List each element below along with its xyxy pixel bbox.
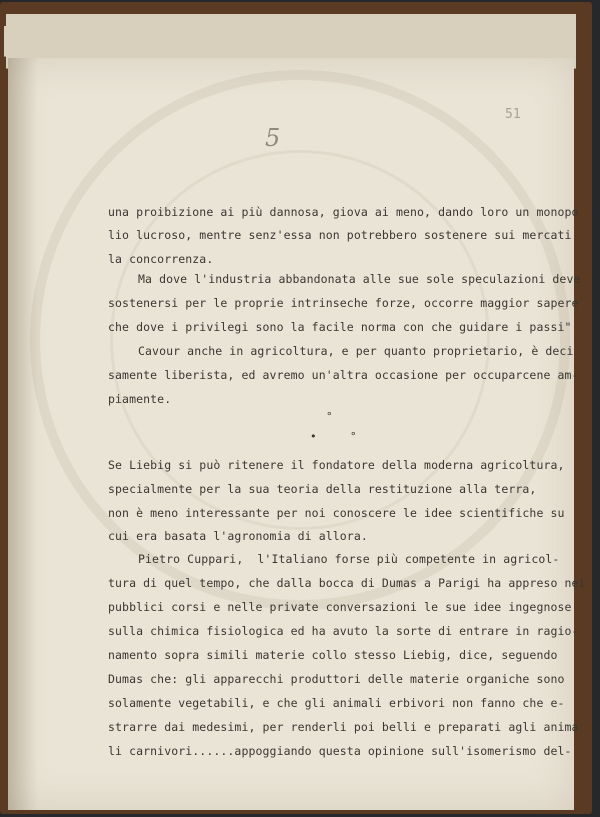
text-line: strarre dai medesimi, per renderli poi belli e preparati agli anima <box>108 720 579 734</box>
text-line: che dove i privilegi sono la facile norma con che guidare i passi" <box>108 320 572 334</box>
text-line: sostenersi per le proprie intrinseche forze, occorre maggior sapere <box>108 296 579 310</box>
text-line: piamente. <box>108 392 172 406</box>
page-number: 51 <box>505 107 521 122</box>
handwritten-number: 5 <box>265 124 281 152</box>
text-line: specialmente per la sua teoria della restituzione alla terra, <box>108 482 537 496</box>
text-line: solamente vegetabili, e che gli animali erbivori non fanno che e- <box>108 696 565 710</box>
text-line: Dumas che: gli apparecchi produttori delle materie organiche sono <box>108 672 565 686</box>
text-line: Pietro Cuppari, l'Italiano forse più competente in agricol- <box>138 552 560 566</box>
text-line: samente liberista, ed avremo un'altra occasione per occuparcene am- <box>108 368 579 382</box>
text-line: Se Liebig si può ritenere il fondatore della moderna agricoltura, <box>108 458 565 472</box>
text-line: li carnivori......appoggiando questa opinione sull'isomerismo del- <box>108 744 572 758</box>
text-line: lio lucroso, mentre senz'essa non potrebbero sostenere sui mercati <box>108 228 572 242</box>
separator-mark: ° <box>326 410 333 423</box>
text-line: Cavour anche in agricoltura, e per quanto proprietario, è deci <box>138 344 574 358</box>
text-line: una proibizione ai più dannosa, giova ai meno, dando loro un monopo <box>108 205 579 219</box>
text-line: namento sopra simili materie collo stesso Liebig, dice, seguendo <box>108 648 558 662</box>
separator-mark: • <box>310 430 317 443</box>
text-line: tura di quel tempo, che dalla bocca di Dumas a Parigi ha appreso nei <box>108 576 586 590</box>
text-line: sulla chimica fisiologica ed ha avuto la sorte di entrare in ragio- <box>108 624 579 638</box>
text-line: pubblici corsi e nelle private conversazioni le sue idee ingegnose <box>108 600 572 614</box>
text-line: la concorrenza. <box>108 252 214 266</box>
separator-mark: ° <box>350 430 357 443</box>
text-line: non è meno interessante per noi conoscere le idee scientifiche su <box>108 506 565 520</box>
text-line: cui era basata l'agronomia di allora. <box>108 529 368 543</box>
text-line: Ma dove l'industria abbandonata alle sue sole speculazioni deve <box>138 272 581 286</box>
